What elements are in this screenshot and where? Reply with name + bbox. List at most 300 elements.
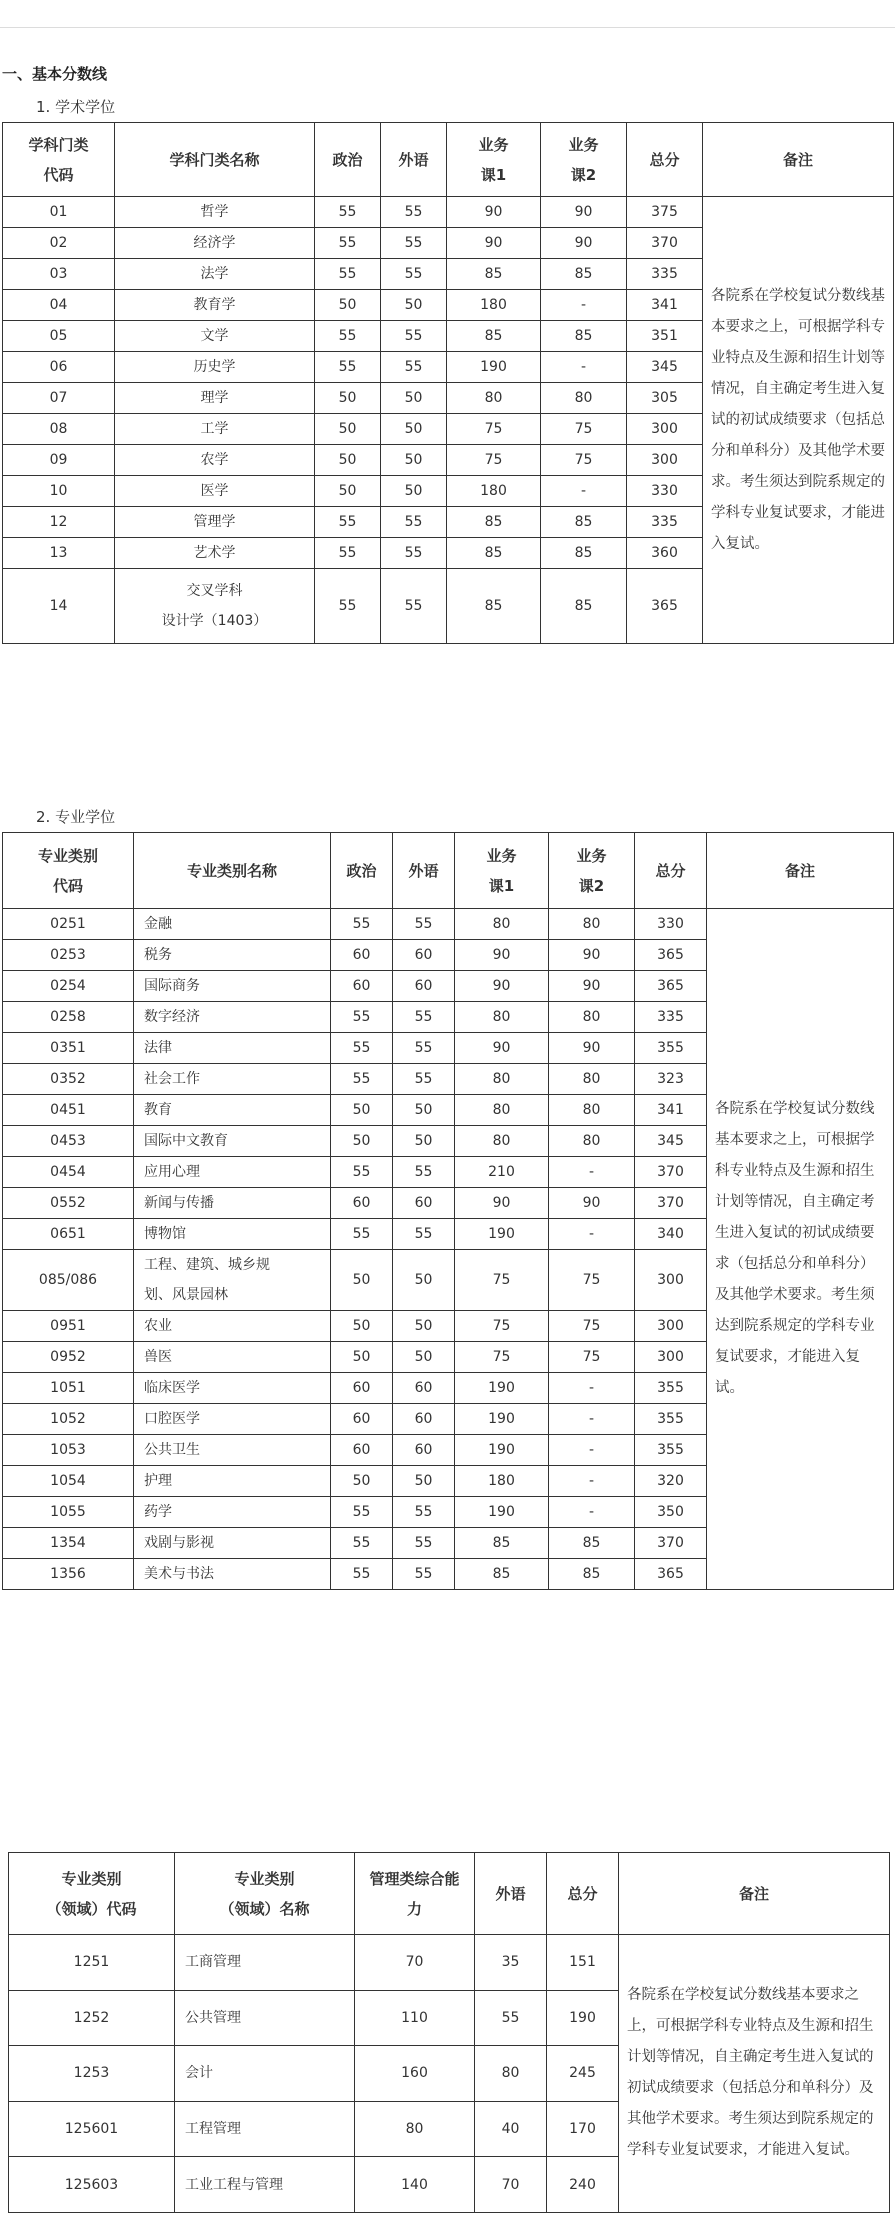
foreign-cell: 70 [475, 2157, 547, 2213]
course1-cell: 85 [447, 507, 541, 538]
code-cell: 1251 [9, 1935, 175, 1991]
course1-cell: 85 [447, 321, 541, 352]
name-cell: 医学 [115, 476, 315, 507]
code-cell: 0552 [3, 1188, 134, 1219]
course2-cell: - [549, 1497, 635, 1528]
foreign-cell: 60 [393, 940, 455, 971]
foreign-cell: 55 [393, 909, 455, 940]
foreign-cell: 55 [381, 228, 447, 259]
code-cell: 1253 [9, 2046, 175, 2102]
name-cell: 国际中文教育 [134, 1126, 331, 1157]
foreign-cell: 55 [393, 1033, 455, 1064]
table-row [3, 909, 894, 940]
name-cell: 数字经济 [134, 1002, 331, 1033]
politics-cell: 60 [331, 1435, 393, 1466]
foreign-cell: 50 [381, 445, 447, 476]
total-cell: 340 [635, 1219, 707, 1250]
politics-cell: 55 [331, 1219, 393, 1250]
name-cell: 法律 [134, 1033, 331, 1064]
table-header-row [3, 833, 894, 909]
name-cell: 新闻与传播 [134, 1188, 331, 1219]
table-header-row [9, 1853, 890, 1935]
total-cell: 305 [627, 383, 703, 414]
comprehensive-cell: 70 [355, 1935, 475, 1991]
header-remark: 备注 [703, 123, 894, 197]
header-politics: 政治 [315, 123, 381, 197]
course1-cell: 90 [455, 940, 549, 971]
code-cell: 05 [3, 321, 115, 352]
remark-cell: 各院系在学校复试分数线基本要求之上，可根据学科专业特点及生源和招生计划等情况，自主确定考生进入复试的初试成绩要求（包括总分和单科分）及其他学术要求。考生须达到院系规定的学科专业复试要求，才能进入复试。 [707, 909, 894, 1590]
total-cell: 240 [547, 2157, 619, 2213]
code-cell: 0453 [3, 1126, 134, 1157]
foreign-cell: 50 [393, 1250, 455, 1311]
course1-cell: 180 [455, 1466, 549, 1497]
course2-cell: - [549, 1373, 635, 1404]
politics-cell: 50 [315, 383, 381, 414]
foreign-cell: 55 [381, 197, 447, 228]
name-cell: 管理学 [115, 507, 315, 538]
header-politics: 政治 [331, 833, 393, 909]
code-cell: 0454 [3, 1157, 134, 1188]
total-cell: 345 [627, 352, 703, 383]
course1-cell: 190 [455, 1219, 549, 1250]
total-cell: 355 [635, 1435, 707, 1466]
academic-score-table [2, 122, 894, 644]
total-cell: 335 [627, 259, 703, 290]
foreign-cell: 60 [393, 1404, 455, 1435]
politics-cell: 50 [315, 290, 381, 321]
course2-cell: - [549, 1466, 635, 1497]
foreign-cell: 55 [393, 1002, 455, 1033]
name-cell: 哲学 [115, 197, 315, 228]
course2-cell: 80 [549, 1095, 635, 1126]
code-cell: 0351 [3, 1033, 134, 1064]
course2-cell: - [541, 476, 627, 507]
total-cell: 190 [547, 1990, 619, 2046]
name-cell: 博物馆 [134, 1219, 331, 1250]
foreign-cell: 55 [381, 507, 447, 538]
politics-cell: 55 [315, 197, 381, 228]
code-cell: 1354 [3, 1528, 134, 1559]
politics-cell: 50 [331, 1342, 393, 1373]
foreign-cell: 50 [381, 290, 447, 321]
foreign-cell: 40 [475, 2101, 547, 2157]
comprehensive-cell: 110 [355, 1990, 475, 2046]
foreign-cell: 50 [393, 1311, 455, 1342]
table-row [3, 197, 894, 228]
total-cell: 245 [547, 2046, 619, 2102]
total-cell: 335 [635, 1002, 707, 1033]
header-course2: 业务 课2 [541, 123, 627, 197]
politics-cell: 55 [331, 1064, 393, 1095]
course2-cell: - [541, 290, 627, 321]
name-cell: 税务 [134, 940, 331, 971]
total-cell: 320 [635, 1466, 707, 1497]
header-name: 专业类别名称 [134, 833, 331, 909]
name-cell: 兽医 [134, 1342, 331, 1373]
politics-cell: 55 [315, 507, 381, 538]
total-cell: 375 [627, 197, 703, 228]
total-cell: 330 [627, 476, 703, 507]
header-total: 总分 [635, 833, 707, 909]
foreign-cell: 60 [393, 1373, 455, 1404]
politics-cell: 55 [331, 1002, 393, 1033]
code-cell: 0251 [3, 909, 134, 940]
name-cell: 农业 [134, 1311, 331, 1342]
foreign-cell: 50 [393, 1342, 455, 1373]
total-cell: 300 [635, 1250, 707, 1311]
code-cell: 1053 [3, 1435, 134, 1466]
course1-cell: 210 [455, 1157, 549, 1188]
foreign-cell: 50 [381, 383, 447, 414]
course2-cell: 90 [549, 940, 635, 971]
course2-cell: 85 [541, 507, 627, 538]
course1-cell: 80 [455, 1064, 549, 1095]
course1-cell: 75 [447, 445, 541, 476]
name-cell: 理学 [115, 383, 315, 414]
course2-cell: 75 [549, 1250, 635, 1311]
course1-cell: 90 [455, 1033, 549, 1064]
name-cell: 文学 [115, 321, 315, 352]
header-code: 专业类别 （领域）代码 [9, 1853, 175, 1935]
professional-score-table [2, 832, 894, 1590]
name-cell: 工业工程与管理 [175, 2157, 355, 2213]
foreign-cell: 55 [393, 1528, 455, 1559]
code-cell: 02 [3, 228, 115, 259]
politics-cell: 55 [315, 538, 381, 569]
politics-cell: 50 [315, 414, 381, 445]
code-cell: 06 [3, 352, 115, 383]
code-cell: 13 [3, 538, 115, 569]
code-cell: 09 [3, 445, 115, 476]
course2-cell: 85 [541, 259, 627, 290]
course2-cell: 90 [541, 197, 627, 228]
foreign-cell: 55 [393, 1219, 455, 1250]
politics-cell: 50 [331, 1466, 393, 1497]
code-cell: 1356 [3, 1559, 134, 1590]
name-cell: 应用心理 [134, 1157, 331, 1188]
course1-cell: 85 [455, 1559, 549, 1590]
total-cell: 370 [635, 1188, 707, 1219]
code-cell: 0352 [3, 1064, 134, 1095]
total-cell: 355 [635, 1373, 707, 1404]
total-cell: 351 [627, 321, 703, 352]
remark-cell: 各院系在学校复试分数线基本要求之上，可根据学科专业特点及生源和招生计划等情况，自主确定考生进入复试的初试成绩要求（包括总分和单科分）及其他学术要求。考生须达到院系规定的学科专业复试要求，才能进入复试。 [703, 197, 894, 644]
course2-cell: 85 [541, 569, 627, 644]
total-cell: 170 [547, 2101, 619, 2157]
course2-cell: - [549, 1404, 635, 1435]
name-cell: 教育学 [115, 290, 315, 321]
name-cell: 金融 [134, 909, 331, 940]
code-cell: 03 [3, 259, 115, 290]
name-cell: 社会工作 [134, 1064, 331, 1095]
top-divider [0, 27, 895, 28]
politics-cell: 55 [331, 909, 393, 940]
total-cell: 335 [627, 507, 703, 538]
table-header-row [3, 123, 894, 197]
foreign-cell: 50 [381, 476, 447, 507]
header-remark: 备注 [707, 833, 894, 909]
politics-cell: 55 [315, 228, 381, 259]
course2-cell: 80 [549, 1126, 635, 1157]
code-cell: 125603 [9, 2157, 175, 2213]
total-cell: 350 [635, 1497, 707, 1528]
header-foreign: 外语 [393, 833, 455, 909]
course2-cell: 85 [549, 1559, 635, 1590]
header-course2: 业务 课2 [549, 833, 635, 909]
politics-cell: 60 [331, 1188, 393, 1219]
total-cell: 365 [627, 569, 703, 644]
header-course1: 业务 课1 [447, 123, 541, 197]
remark-cell: 各院系在学校复试分数线基本要求之上，可根据学科专业特点及生源和招生计划等情况，自主确定考生进入复试的初试成绩要求（包括总分和单科分）及其他学术要求。考生须达到院系规定的学科专业复试要求，才能进入复试。 [619, 1935, 890, 2213]
code-cell: 08 [3, 414, 115, 445]
total-cell: 300 [627, 414, 703, 445]
section-title: 一、基本分数线 [2, 65, 108, 83]
politics-cell: 55 [315, 352, 381, 383]
course1-cell: 90 [447, 228, 541, 259]
foreign-cell: 55 [393, 1497, 455, 1528]
total-cell: 370 [635, 1157, 707, 1188]
course1-cell: 180 [447, 290, 541, 321]
politics-cell: 60 [331, 940, 393, 971]
name-cell: 教育 [134, 1095, 331, 1126]
total-cell: 370 [627, 228, 703, 259]
header-course1: 业务 课1 [455, 833, 549, 909]
foreign-cell: 80 [475, 2046, 547, 2102]
code-cell: 0451 [3, 1095, 134, 1126]
politics-cell: 55 [315, 321, 381, 352]
course2-cell: 75 [549, 1342, 635, 1373]
politics-cell: 50 [315, 445, 381, 476]
course2-cell: - [549, 1435, 635, 1466]
politics-cell: 60 [331, 1373, 393, 1404]
politics-cell: 55 [331, 1157, 393, 1188]
code-cell: 1054 [3, 1466, 134, 1497]
header-total: 总分 [547, 1853, 619, 1935]
course2-cell: 80 [541, 383, 627, 414]
code-cell: 10 [3, 476, 115, 507]
professional-subtitle: 2. 专业学位 [36, 808, 116, 826]
course1-cell: 75 [455, 1342, 549, 1373]
course1-cell: 190 [447, 352, 541, 383]
course2-cell: 75 [541, 414, 627, 445]
header-comprehensive: 管理类综合能 力 [355, 1853, 475, 1935]
name-cell: 美术与书法 [134, 1559, 331, 1590]
name-cell: 护理 [134, 1466, 331, 1497]
politics-cell: 50 [331, 1311, 393, 1342]
politics-cell: 50 [331, 1126, 393, 1157]
foreign-cell: 55 [381, 352, 447, 383]
course1-cell: 85 [447, 259, 541, 290]
foreign-cell: 55 [393, 1559, 455, 1590]
name-cell: 工商管理 [175, 1935, 355, 1991]
name-cell: 艺术学 [115, 538, 315, 569]
course1-cell: 85 [447, 538, 541, 569]
foreign-cell: 60 [393, 1188, 455, 1219]
name-cell: 农学 [115, 445, 315, 476]
course2-cell: 90 [549, 1033, 635, 1064]
header-total: 总分 [627, 123, 703, 197]
course2-cell: - [549, 1219, 635, 1250]
code-cell: 01 [3, 197, 115, 228]
course2-cell: 90 [549, 971, 635, 1002]
course2-cell: 90 [541, 228, 627, 259]
total-cell: 300 [635, 1311, 707, 1342]
course1-cell: 190 [455, 1404, 549, 1435]
foreign-cell: 55 [381, 321, 447, 352]
name-cell: 口腔医学 [134, 1404, 331, 1435]
name-cell: 会计 [175, 2046, 355, 2102]
total-cell: 341 [635, 1095, 707, 1126]
course2-cell: - [541, 352, 627, 383]
name-cell: 法学 [115, 259, 315, 290]
total-cell: 300 [627, 445, 703, 476]
header-code: 专业类别 代码 [3, 833, 134, 909]
foreign-cell: 50 [393, 1126, 455, 1157]
foreign-cell: 50 [393, 1466, 455, 1497]
code-cell: 085/086 [3, 1250, 134, 1311]
total-cell: 370 [635, 1528, 707, 1559]
course1-cell: 85 [447, 569, 541, 644]
course2-cell: 75 [549, 1311, 635, 1342]
academic-subtitle: 1. 学术学位 [36, 98, 116, 116]
course1-cell: 190 [455, 1373, 549, 1404]
politics-cell: 55 [315, 259, 381, 290]
name-cell: 药学 [134, 1497, 331, 1528]
header-name: 专业类别 （领域）名称 [175, 1853, 355, 1935]
foreign-cell: 50 [381, 414, 447, 445]
course2-cell: 80 [549, 909, 635, 940]
politics-cell: 50 [331, 1095, 393, 1126]
foreign-cell: 55 [393, 1064, 455, 1095]
politics-cell: 55 [331, 1559, 393, 1590]
code-cell: 1252 [9, 1990, 175, 2046]
foreign-cell: 60 [393, 971, 455, 1002]
management-score-table [8, 1852, 890, 2213]
course1-cell: 75 [455, 1311, 549, 1342]
course2-cell: 85 [541, 538, 627, 569]
course1-cell: 85 [455, 1528, 549, 1559]
course1-cell: 80 [455, 1126, 549, 1157]
code-cell: 0253 [3, 940, 134, 971]
course2-cell: 85 [549, 1528, 635, 1559]
code-cell: 0952 [3, 1342, 134, 1373]
foreign-cell: 55 [381, 538, 447, 569]
total-cell: 365 [635, 940, 707, 971]
name-cell: 公共卫生 [134, 1435, 331, 1466]
total-cell: 365 [635, 1559, 707, 1590]
name-cell: 戏剧与影视 [134, 1528, 331, 1559]
header-foreign: 外语 [475, 1853, 547, 1935]
foreign-cell: 55 [381, 259, 447, 290]
code-cell: 0258 [3, 1002, 134, 1033]
code-cell: 0254 [3, 971, 134, 1002]
foreign-cell: 55 [475, 1990, 547, 2046]
header-code: 学科门类 代码 [3, 123, 115, 197]
course1-cell: 190 [455, 1497, 549, 1528]
politics-cell: 55 [331, 1033, 393, 1064]
name-cell: 经济学 [115, 228, 315, 259]
politics-cell: 55 [315, 569, 381, 644]
politics-cell: 50 [315, 476, 381, 507]
table-row [9, 1935, 890, 1991]
course1-cell: 90 [455, 1188, 549, 1219]
total-cell: 360 [627, 538, 703, 569]
header-remark: 备注 [619, 1853, 890, 1935]
course1-cell: 90 [447, 197, 541, 228]
name-cell: 工程、建筑、城乡规 划、风景园林 [134, 1250, 331, 1311]
total-cell: 300 [635, 1342, 707, 1373]
code-cell: 07 [3, 383, 115, 414]
politics-cell: 55 [331, 1528, 393, 1559]
politics-cell: 55 [331, 1497, 393, 1528]
course1-cell: 80 [455, 909, 549, 940]
name-cell: 工学 [115, 414, 315, 445]
code-cell: 12 [3, 507, 115, 538]
name-cell: 临床医学 [134, 1373, 331, 1404]
politics-cell: 60 [331, 971, 393, 1002]
name-cell: 国际商务 [134, 971, 331, 1002]
name-cell: 历史学 [115, 352, 315, 383]
course1-cell: 190 [455, 1435, 549, 1466]
course1-cell: 180 [447, 476, 541, 507]
header-foreign: 外语 [381, 123, 447, 197]
course1-cell: 80 [447, 383, 541, 414]
course2-cell: 80 [549, 1002, 635, 1033]
foreign-cell: 35 [475, 1935, 547, 1991]
politics-cell: 50 [331, 1250, 393, 1311]
code-cell: 1052 [3, 1404, 134, 1435]
code-cell: 0951 [3, 1311, 134, 1342]
foreign-cell: 50 [393, 1095, 455, 1126]
course2-cell: 75 [541, 445, 627, 476]
total-cell: 365 [635, 971, 707, 1002]
foreign-cell: 60 [393, 1435, 455, 1466]
course1-cell: 80 [455, 1002, 549, 1033]
comprehensive-cell: 140 [355, 2157, 475, 2213]
code-cell: 04 [3, 290, 115, 321]
total-cell: 323 [635, 1064, 707, 1095]
total-cell: 330 [635, 909, 707, 940]
header-name: 学科门类名称 [115, 123, 315, 197]
comprehensive-cell: 160 [355, 2046, 475, 2102]
course2-cell: - [549, 1157, 635, 1188]
course1-cell: 75 [447, 414, 541, 445]
code-cell: 1051 [3, 1373, 134, 1404]
politics-cell: 60 [331, 1404, 393, 1435]
foreign-cell: 55 [393, 1157, 455, 1188]
code-cell: 125601 [9, 2101, 175, 2157]
name-cell: 工程管理 [175, 2101, 355, 2157]
course2-cell: 85 [541, 321, 627, 352]
total-cell: 355 [635, 1404, 707, 1435]
code-cell: 14 [3, 569, 115, 644]
total-cell: 355 [635, 1033, 707, 1064]
total-cell: 341 [627, 290, 703, 321]
total-cell: 151 [547, 1935, 619, 1991]
code-cell: 1055 [3, 1497, 134, 1528]
name-cell: 交叉学科 设计学（1403） [115, 569, 315, 644]
course1-cell: 80 [455, 1095, 549, 1126]
total-cell: 345 [635, 1126, 707, 1157]
foreign-cell: 55 [381, 569, 447, 644]
comprehensive-cell: 80 [355, 2101, 475, 2157]
course1-cell: 90 [455, 971, 549, 1002]
course2-cell: 80 [549, 1064, 635, 1095]
course2-cell: 90 [549, 1188, 635, 1219]
name-cell: 公共管理 [175, 1990, 355, 2046]
code-cell: 0651 [3, 1219, 134, 1250]
